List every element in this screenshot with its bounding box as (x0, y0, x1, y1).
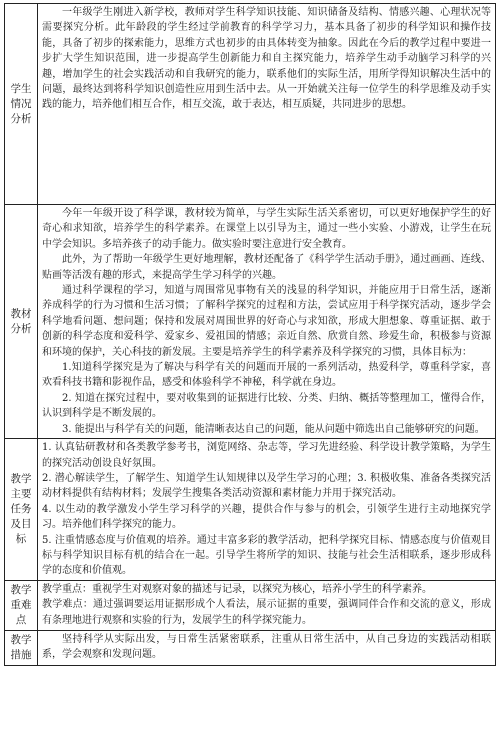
row-student-analysis (5, 4, 496, 205)
row-label-material-analysis: 教材 分析 (5, 205, 38, 439)
row-label-key-points: 教学 重难 点 (5, 580, 38, 630)
row-label-teaching-measures: 教学 措施 (5, 630, 38, 665)
list-item: 3. 能提出与科学有关的问题，能清晰表达自己的问题，能从问题中筛选出自己能够研究的问题。 (62, 423, 485, 435)
plan-table (4, 3, 496, 666)
row-material-analysis (5, 205, 496, 439)
student-analysis-text (38, 4, 496, 205)
row-key-difficult-points (5, 580, 496, 630)
row-label-student-analysis: 学生 情况 分析 (5, 4, 38, 205)
list-item: 4. 以生动的教学激发小学生学习科学的兴趣，提供合作与参与的机会，引领学生进行主动地探究学习。培养他们科学探究的能力。 (42, 503, 491, 531)
paragraph: 一年级学生刚进入新学校，教师对学生科学知识技能、知识储备及结构、情感兴趣、心理状况等需要探究分析。此年龄段的学生经过学前教育的科学学习力，基本具备了初步的科学知识和操作技能，具备了初步的探索能力，思维方式也初步的由具体转变为抽象。因此在今后的教学过程中要进一步扩大学生知识范围，进一步提高学生创新能力和自主探究能力，培养学生动手动脑学习科学的兴趣，增加学生的社会实践活动和自我研究的能力，联系他们的实际生活，用所学得知识解决生活中的问题，最终达到将科学知识创造性应用到生活中去。从一开始就关注每一位学生的科学思维及动手实践的能力，培养他们相互合作，相互交流，敢于表达，相互质疑，共同进步的思想。 (42, 7, 491, 111)
list-item: 5. 注重情感态度与价值观的培养。通过丰富多彩的教学活动，把科学探究目标、情感态度与价值观目标与科学知识目标有机的结合在一起。引导学生将所学的知识、技能与社会生活相联系，逐步形成科学的态度和价值观。 (42, 534, 491, 577)
row-teaching-measures (5, 630, 496, 665)
list-item: 2. 知道在探究过程中，要对收集到的证据进行比较、分类、归纳、概括等整理加工，懂得合作，认识到科学是不断发展的。 (42, 392, 491, 420)
paragraph: 通过科学课程的学习，知道与周围常见事物有关的浅显的科学知识，并能应用于日常生活，逐渐养成科学的行为习惯和生活习惯；了解科学探究的过程和方法，尝试应用于科学探究活动，逐步学会科学地看问题、想问题；保持和发展对周围世界的好奇心与求知欲，形成大胆想象、尊重证据、敢于创新的科学态度和爱科学、爱家乡、爱祖国的情感；亲近自然、欣赏自然、珍爱生命，积极参与资源和环境的保护，关心科技的新发展。主要是培养学生的科学素养及科学探究的习惯，具体目标为： (42, 285, 491, 358)
paragraph: 今年一年级开设了科学课，教材较为简单，与学生实际生活关系密切，可以更好地保护学生的好奇心和求知欲，培养学生的科学素养。在课堂上以引导为主，通过一些小实验、小游戏，让学生在玩中学会知识。多培养孩子的动手能力。做实验时要注意进行安全教育。 (42, 208, 491, 250)
list-item: 2. 潜心解读学生，了解学生、知道学生认知规律以及学生学习的心理；3. 积极收集、准备各类探究活动材料提供有结构材料；发展学生搜集各类活动资源和素材能力并用于探究活动。 (42, 472, 491, 500)
paragraph: 此外，为了帮助一年级学生更好地理解，教材还配备了《科学学生活动手册》，通过画画、连线、贴画等活泼有趣的形式，来提高学生学习科学的兴趣。 (42, 254, 491, 281)
row-teaching-tasks (5, 439, 496, 581)
teaching-tasks-text (38, 439, 496, 581)
key-point-line: 教学重点：重视学生对观察对象的描述与记录，以探究为核心，培养小学生的科学素养。 (42, 583, 432, 595)
list-item: 1.知道科学探究是为了解决与科学有关的问题而开展的一系列活动，热爱科学，尊重科学家，喜欢看科技书籍和影视作品，感受和体验科学不神秘，科学就在身边。 (42, 362, 491, 389)
difficult-point-line: 教学难点：通过强调要运用证据形成个人看法，展示证据的重要，强调同伴合作和交流的意义，形成有条理地进行观察和实验的行为，发展学生的科学探究能力。 (42, 599, 491, 626)
material-analysis-text (38, 205, 496, 439)
teaching-measures-text (38, 630, 496, 665)
paragraph: 坚持科学从实际出发，与日常生活紧密联系，注重从日常生活中，从自己身边的实践活动相联系，学会观察和发现问题。 (42, 633, 491, 661)
row-label-teaching-tasks: 教学 主要 任务 及目 标 (5, 439, 38, 581)
list-item: 1. 认真钻研教材和各类教学参考书，浏览网络、杂志等，学习先进经验、科学设计教学策略，为学生的探究活动创设良好氛围。 (42, 442, 491, 469)
key-points-text (38, 580, 496, 630)
